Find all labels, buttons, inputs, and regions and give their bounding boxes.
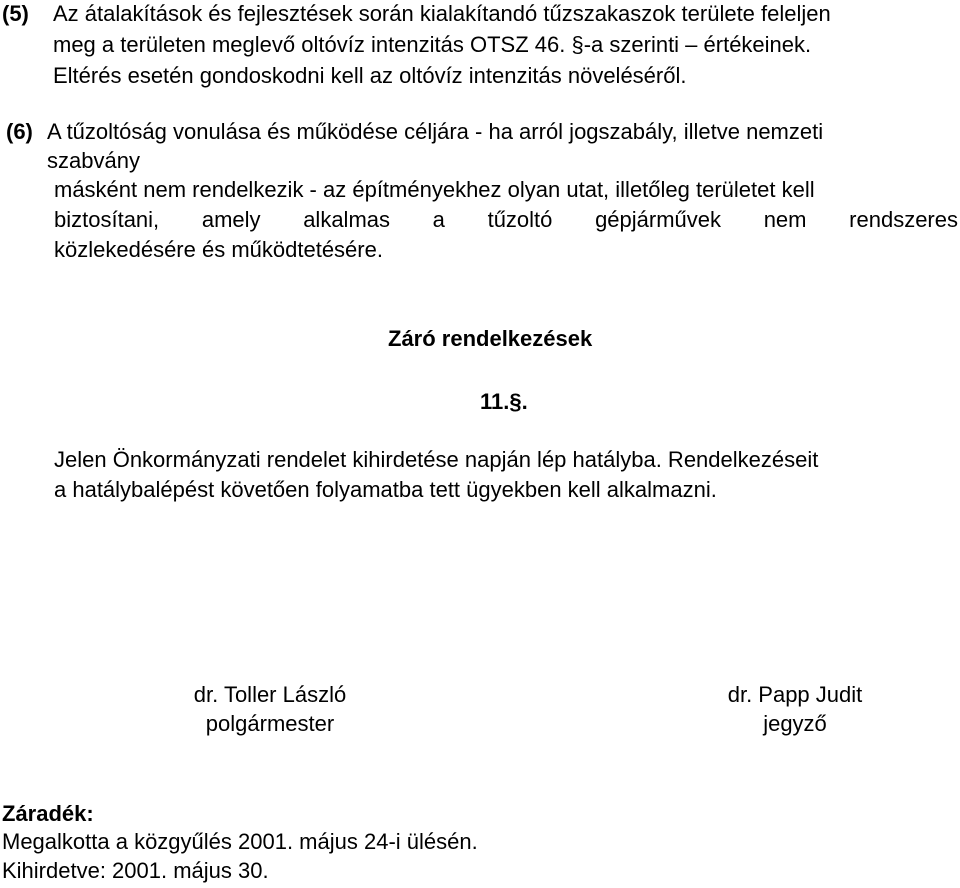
closing-title: Záró rendelkezések bbox=[388, 326, 593, 351]
signature-left-title: polgármester bbox=[205, 711, 335, 736]
section-number: 11.§. bbox=[480, 389, 528, 414]
signature-left-name: dr. Toller László bbox=[193, 682, 347, 707]
clause-line-2: Kihirdetve: 2001. május 30. bbox=[2, 858, 269, 883]
paragraph-6-line-3: másként nem rendelkezik - az építményekhez olyan utat, illetőleg területet kell bbox=[54, 177, 815, 202]
paragraph-5-line-3: Eltérés esetén gondoskodni kell az oltóvíz intenzitás növeléséről. bbox=[53, 63, 687, 88]
closing-line-2: a hatálybalépést követően folyamatba tett ügyekben kell alkalmazni. bbox=[54, 477, 717, 502]
signature-right-title: jegyző bbox=[763, 711, 827, 736]
signature-left bbox=[175, 680, 365, 738]
paragraph-6-line-2: szabvány bbox=[47, 148, 140, 173]
paragraph-6-line-4: biztosítani, amely alkalmas a tűzoltó gépjárművek nem rendszeres bbox=[54, 207, 958, 232]
paragraph-6-line-1: A tűzoltóság vonulása és működése céljára - ha arról jogszabály, illetve nemzeti bbox=[47, 119, 824, 144]
paragraph-6-number: (6) bbox=[6, 119, 33, 144]
paragraph-6-line-5: közlekedésére és működtetésére. bbox=[54, 237, 383, 262]
signature-right-name: dr. Papp Judit bbox=[727, 682, 863, 707]
signature-right bbox=[700, 680, 890, 738]
clause-line-1: Megalkotta a közgyűlés 2001. május 24-i ülésén. bbox=[2, 829, 478, 854]
closing-line-1: Jelen Önkormányzati rendelet kihirdetése napján lép hatályba. Rendelkezéseit bbox=[54, 447, 819, 472]
paragraph-5-line-1: Az átalakítások és fejlesztések során kialakítandó tűzszakaszok területe feleljen bbox=[53, 1, 831, 26]
clause-heading: Záradék: bbox=[2, 801, 94, 826]
paragraph-5-line-2: meg a területen meglevő oltóvíz intenzitás OTSZ 46. §-a szerinti – értékeinek. bbox=[53, 32, 812, 57]
paragraph-5-number: (5) bbox=[2, 1, 29, 26]
